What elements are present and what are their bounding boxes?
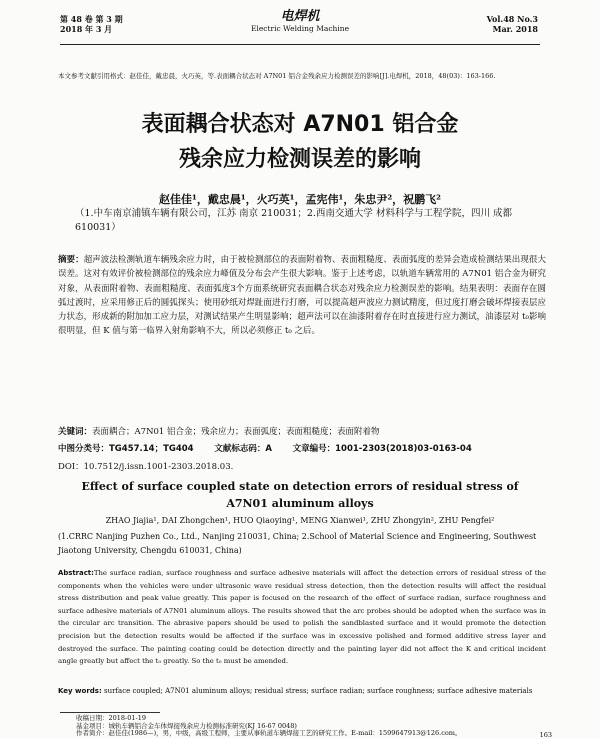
header-right [487, 14, 538, 34]
keywords-zh-text: 表面耦合；A7N01 铝合金；残余应力；表面弧度；表面粗糙度；表面附着物 [92, 427, 380, 437]
abstract-en-label: Abstract: [58, 569, 94, 577]
article-number: 文章编号：1001-2303(2018)03-0163-04 [292, 444, 472, 454]
keywords-en [58, 686, 558, 696]
doi: DOI：10.7512/j.issn.1001-2303.2018.03. [58, 462, 234, 472]
volume-en: Vol.48 No.3 [486, 14, 538, 24]
date-zh: 2018 年 3 月 [60, 24, 113, 34]
citation-line: 本文参考文献引用格式：赵佳佳，戴忠晨，火巧英，等.表面耦合状态对 A7N01 铝合金残余应力检测误差的影响[J].电焊机，2018，48(03)：163-166. [58, 72, 496, 80]
title-en-line-2: A7N01 aluminum alloys [226, 497, 374, 510]
header-divider [60, 44, 540, 45]
abstract-en-text: The surface radian, surface roughness and surface adhesive materials will affect the detection errors of residual stress of the components when the vehicles were under ultrasonic wave residual stress detection, then the detection results will affect the residual stress distribution and peak value greatly. This paper is focused on the research of the effect of surface radian, surface roughness and surface adhesive materials of A7N01 aluminum alloys. The results showed that the arc probes should be adopted when the surface was in the circular arc transition. The abrasive papers should be used to polish the sandblasted surface and it would promote the detection precision but the detection results would be affected if the surface was in excessive polished and formed additive stress layer and destroyed the surface. The painting coating could be detection directly and the painting layer did not affect the K and critical incident angle greatly but affect the t₀ greatly. So the t₀ must be amended. [58, 569, 546, 666]
affiliations-zh: （1.中车南京浦镇车辆有限公司，江苏 南京 210031；2.西南交通大学 材料科学与工程学院，四川 成都 610031） [75, 208, 512, 233]
title-zh-line-2: 残余应力检测误差的影响 [178, 147, 421, 172]
keywords-zh [58, 426, 558, 438]
footnote-fund: 基金项目：城轨车辆铝合金车体焊接残余应力检测标准研究(KJ 16-67 0048) [76, 722, 297, 730]
document-code: 文献标志码：A [214, 444, 272, 454]
authors-en: ZHAO Jiajia¹, DAI Zhongchen¹, HUO Qiaoying¹, MENG Xianwei¹, ZHU Zhongyin², ZHU Pengfei² [105, 516, 495, 525]
authors-zh: 赵佳佳¹，戴忠晨¹，火巧英¹，孟宪伟¹，朱忠尹²，祝鹏飞² [159, 193, 441, 206]
abstract-zh-text: 超声波法检测轨道车辆残余应力时，由于被检测部位的表面附着物、表面粗糙度、表面弧度的差异会造成检测结果出现很大误差。这对有效评价被检测部位的残余应力峰值及分布会产生很大影响。鉴于上述考虑，以轨道车辆常用的 A7N01 铝合金为研究对象，从表面附着物、表面粗糙度、表面弧度3个方面系统研究表面耦合状态对残余应力检测误差的影响。结果表明：表面存在圆弧过渡时，应采用修正后的圆弧探头；使用砂纸对焊趾面进行打磨，可以提高超声波应力测试精度，但过度打磨会破坏焊接表层应力状态，形成新的附加加工应力层，对测试结果产生明显影响；超声法可以在油漆附着存在时直接进行应力测试，油漆层对 t₀影响很明显，但 K 值与第一临界入射角影响不大，所以必须修正 t₀ 之后。 [58, 255, 546, 337]
journal-logo-zh: 电焊机 [280, 9, 320, 24]
title-en-line-1: Effect of surface coupled state on detection errors of residual stress of [81, 480, 519, 493]
abstract-en [58, 567, 546, 668]
keywords-en-label: Key words: [58, 687, 102, 695]
footnote-received: 收稿日期：2018-01-19 [76, 714, 146, 722]
volume-zh: 第 48 卷 第 3 期 [60, 14, 123, 24]
affiliations-en: (1.CRRC Nanjing Puzhen Co., Ltd., Nanjing 210031, China; 2.School of Material Science and Engineering, Southwest Jiaotong University, Chengdu 610031, China) [58, 532, 537, 555]
abstract-zh [58, 253, 546, 339]
abstract-zh-label: 摘要： [58, 255, 84, 265]
keywords-zh-label: 关键词： [58, 427, 93, 437]
clc-number: 中图分类号：TG457.14；TG404 [58, 444, 194, 454]
date-en: Mar. 2018 [492, 24, 538, 34]
header-left [60, 14, 123, 34]
keywords-en-text: surface coupled; A7N01 aluminum alloys; residual stress; surface radian; surface roughness; surface adhesive materials [104, 687, 533, 695]
page-number: 163 [539, 731, 552, 739]
journal-masthead [200, 10, 400, 34]
classification-zh [58, 443, 558, 455]
title-zh-line-1: 表面耦合状态对 A7N01 铝合金 [141, 112, 459, 137]
footnote-author: 作者简介：赵佳佳(1986—)，男，中级，高级工程师，主要从事轨道车辆焊接工艺的研究工作。E-mail：1599647913@126.com。 [76, 729, 462, 737]
footnote-divider [60, 712, 160, 713]
journal-name-en: Electric Welding Machine [250, 24, 350, 33]
